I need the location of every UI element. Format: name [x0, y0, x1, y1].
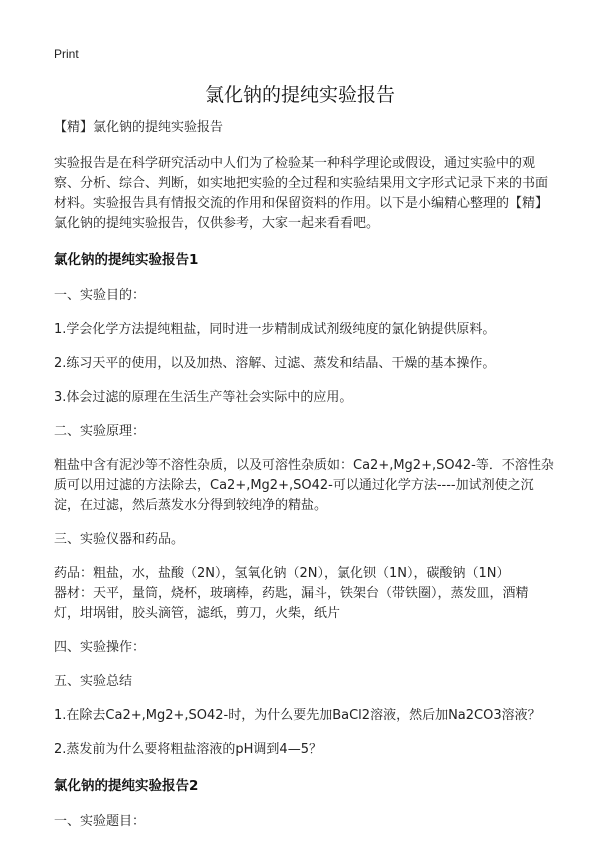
document-subtitle: 【精】氯化钠的提纯实验报告	[54, 120, 224, 135]
topic-heading: 一、实验题目：	[54, 814, 146, 829]
instruments-heading: 三、实验仪器和药品。	[54, 532, 185, 547]
report2-heading: 氯化钠的提纯实验报告2	[54, 778, 199, 794]
summary-heading: 五、实验总结	[54, 674, 133, 689]
document-body	[54, 118, 554, 846]
drugs-line: 药品：粗盐，水，盐酸（2N），氢氧化钠（2N），氯化钡（1N），碳酸钠（1N）	[54, 566, 510, 581]
purpose-heading: 一、实验目的：	[54, 288, 146, 303]
intro-paragraph: 实验报告是在科学研究活动中人们为了检验某一种科学理论或假设，通过实验中的观察、分析、综合、判断，如实地把实验的全过程和实验结果用文字形式记录下来的书面材料。实验报告具有情报交流的作用和保留资料的作用。以下是小编精心整理的【精】氯化钠的提纯实验报告，仅供参考，大家一起来看看吧。	[54, 156, 549, 231]
operation-heading: 四、实验操作：	[54, 640, 146, 655]
purpose-item: 2.练习天平的使用，以及加热、溶解、过滤、蒸发和结晶、干燥的基本操作。	[54, 356, 496, 371]
report1-heading: 氯化钠的提纯实验报告1	[54, 252, 199, 268]
summary-question: 1.在除去Ca2+,Mg2+,SO42-时，为什么要先加BaCl2溶液，然后加Na2CO3溶液？	[54, 708, 541, 723]
instruments-line: 器材：天平，量筒，烧杯，玻璃棒，药匙，漏斗，铁架台（带铁圈），蒸发皿，酒精灯，坩埚钳，胶头滴管，滤纸，剪刀，火柴，纸片	[54, 586, 529, 621]
principle-heading: 二、实验原理：	[54, 424, 146, 439]
print-label: Print	[54, 47, 79, 61]
page-title: 氯化钠的提纯实验报告	[204, 84, 395, 106]
purpose-item: 3.体会过滤的原理在生活生产等社会实际中的应用。	[54, 390, 353, 405]
purpose-item: 1.学会化学方法提纯粗盐，同时进一步精制成试剂级纯度的氯化钠提供原料。	[54, 322, 496, 337]
summary-question: 2.蒸发前为什么要将粗盐溶液的pH调到4—5？	[54, 742, 322, 757]
principle-paragraph: 粗盐中含有泥沙等不溶性杂质，以及可溶性杂质如：Ca2+,Mg2+,SO42-等．不溶性杂质可以用过滤的方法除去，Ca2+,Mg2+,SO42-可以通过化学方法----加试剂使之沉淀，在过滤，然后蒸发水分得到较纯净的精盐。	[54, 458, 554, 513]
